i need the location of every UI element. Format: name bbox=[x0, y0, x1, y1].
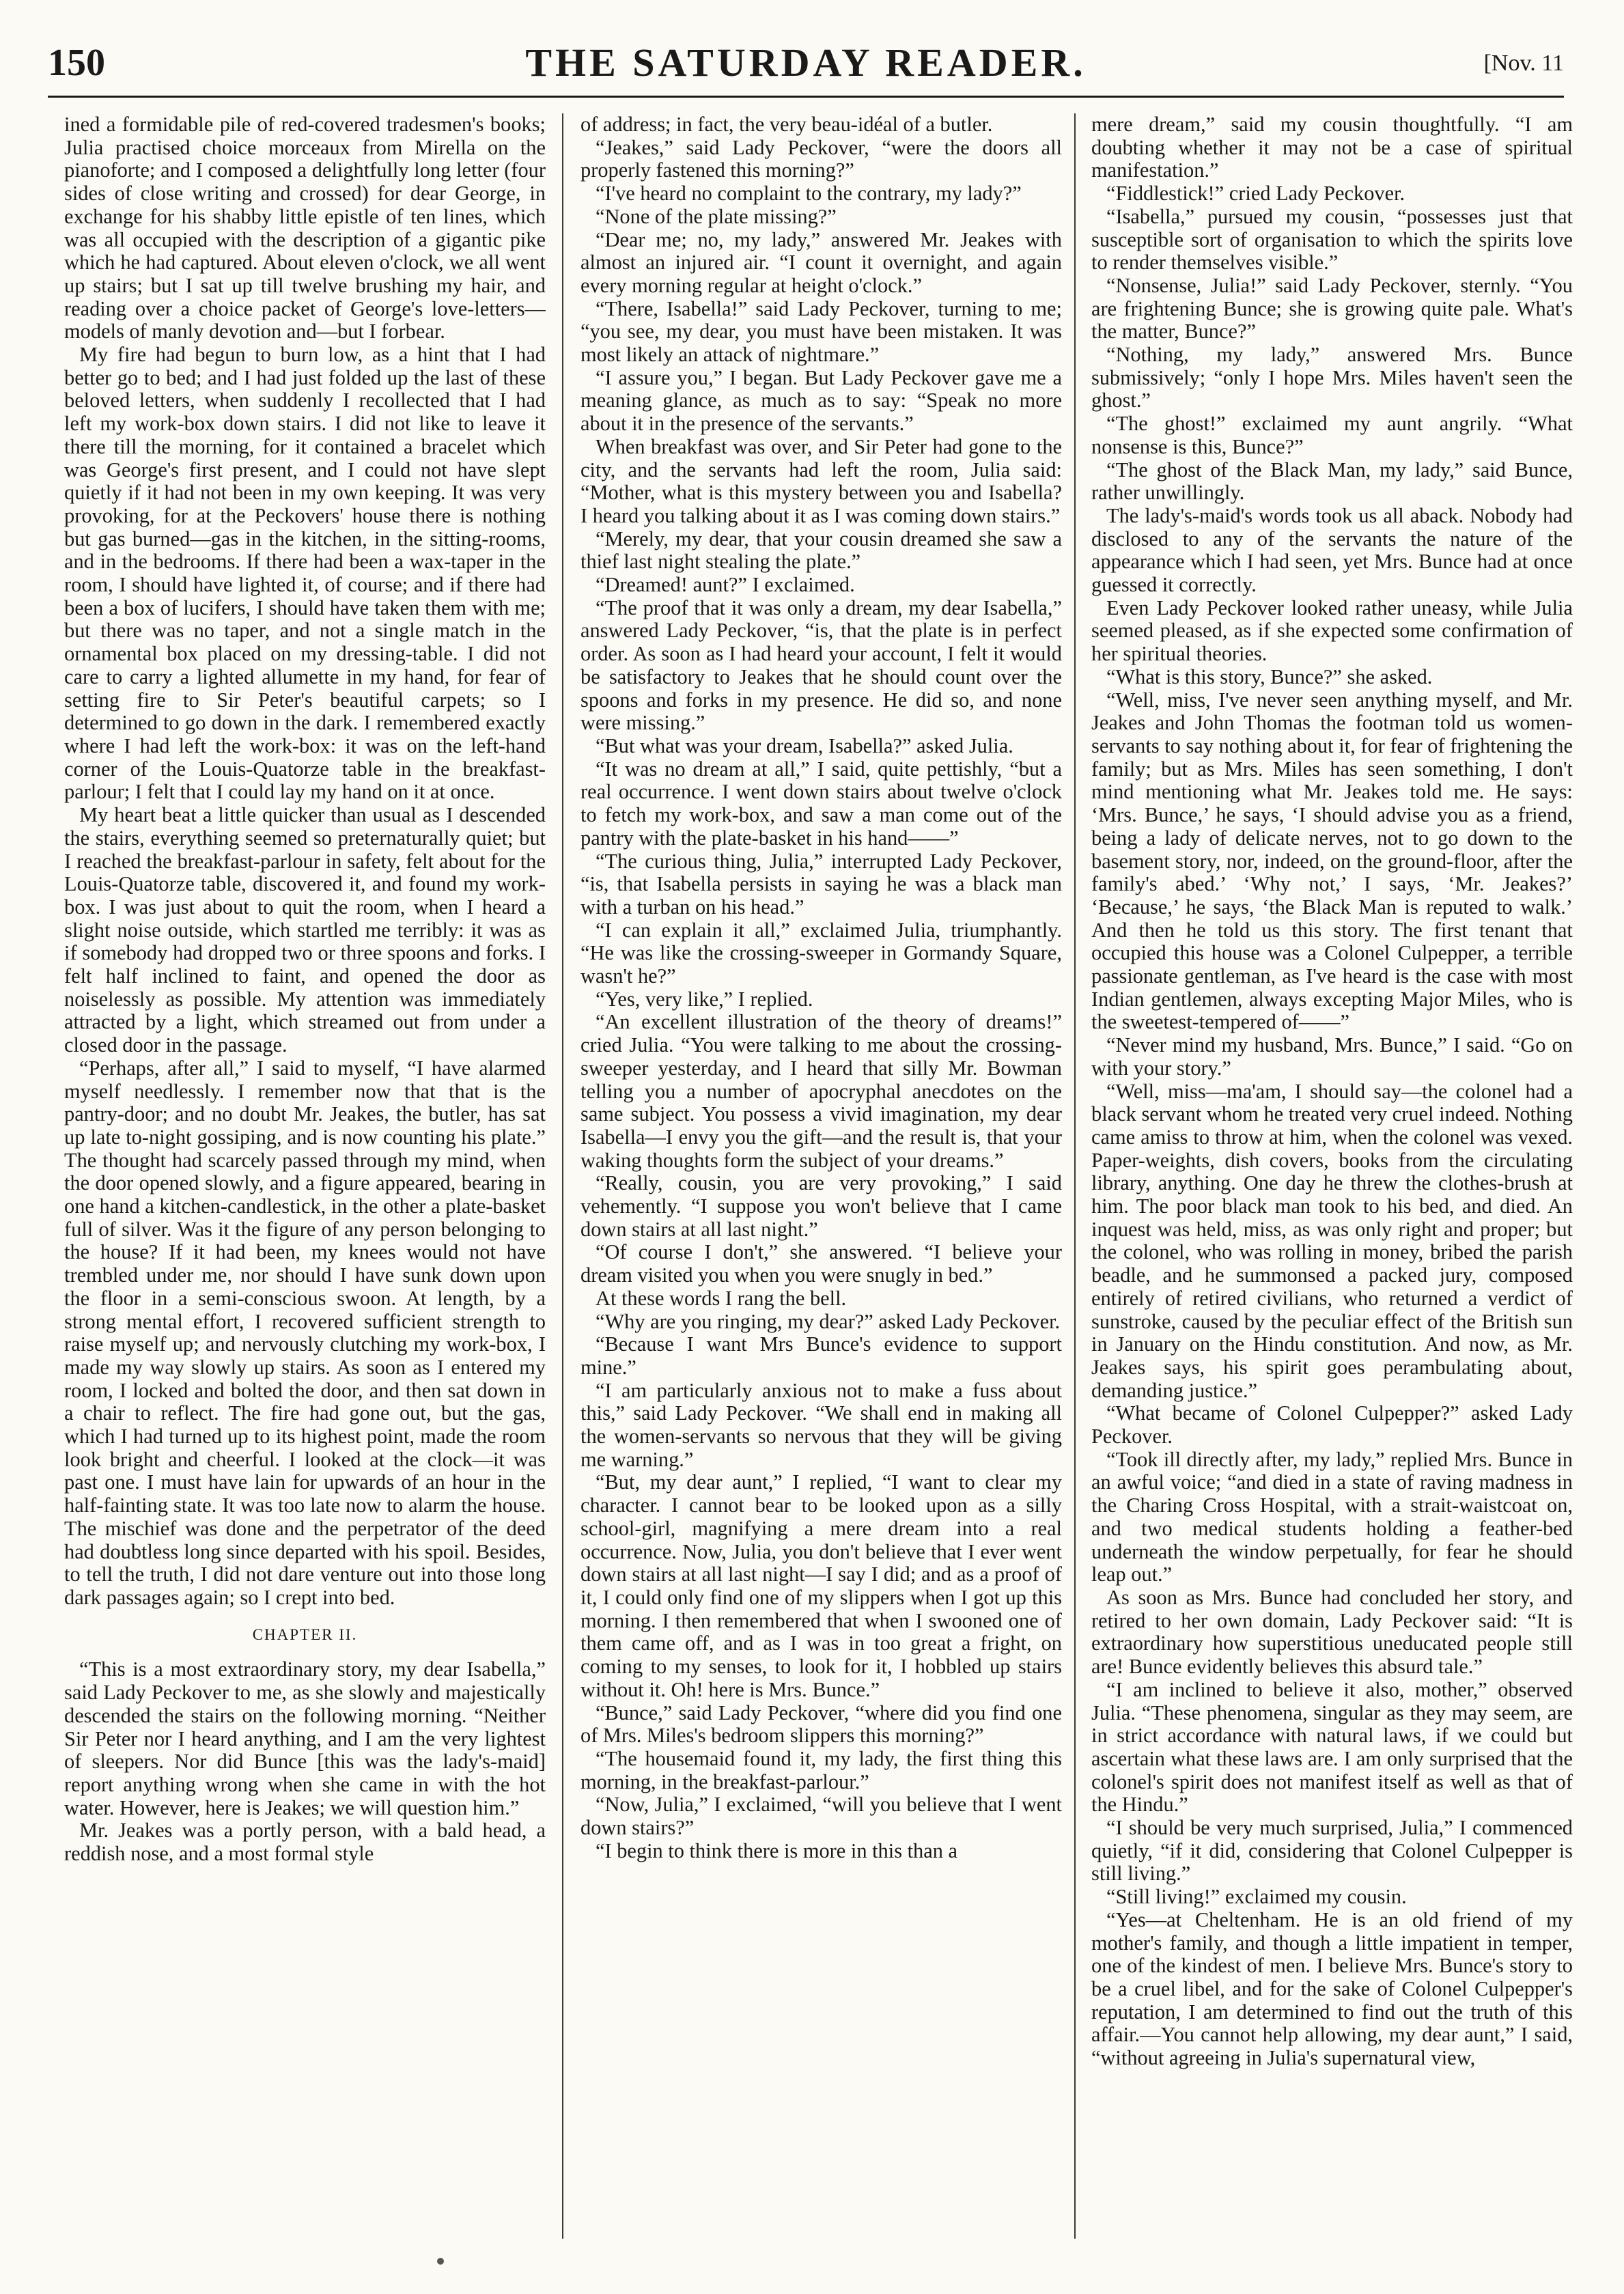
paragraph: “Really, cousin, you are very provoking,” I said vehemently. “I suppose you won't believe that I came down stairs at all last night.” bbox=[580, 1171, 1062, 1241]
paragraph: “Merely, my dear, that your cousin dreamed she saw a thief last night stealing the plate.” bbox=[580, 527, 1062, 574]
article-body bbox=[64, 113, 1573, 2244]
paragraph: Even Lady Peckover looked rather uneasy, while Julia seemed pleased, as if she expected some confirmation of her spiritual theories. bbox=[1091, 596, 1573, 666]
paragraph: The lady's-maid's words took us all aback. Nobody had disclosed to any of the servants the nature of the appearance which I had seen, yet Mrs. Bunce had at once guessed it correctly. bbox=[1091, 503, 1573, 597]
paragraph: “I've heard no complaint to the contrary, my lady?” bbox=[596, 182, 1022, 206]
paragraph: “I should be very much surprised, Julia,” I commenced quietly, “if it did, considering that Colonel Culpepper is still living.” bbox=[1091, 1816, 1573, 1886]
paragraph: “I can explain it all,” exclaimed Julia, triumphantly. “He was like the crossing-sweeper in Gormandy Square, wasn't he?” bbox=[580, 918, 1062, 988]
paragraph: “Still living!” exclaimed my cousin. bbox=[1106, 1885, 1407, 1909]
paragraph: “I begin to think there is more in this than a bbox=[596, 1838, 958, 1862]
paragraph: Mr. Jeakes was a portly person, with a bald head, a reddish nose, and a most formal style bbox=[64, 1819, 546, 1866]
paragraph: “But what was your dream, Isabella?” asked Julia. bbox=[596, 733, 1013, 757]
paragraph: “The housemaid found it, my lady, the first thing this morning, in the breakfast-parlour.” bbox=[580, 1746, 1062, 1793]
paragraph: “Fiddlestick!” cried Lady Peckover. bbox=[1106, 182, 1405, 206]
paragraph: “This is a most extraordinary story, my dear Isabella,” said Lady Peckover to me, as she slowly and majestically descended the stairs on the following morning. “Neither Sir Peter nor I heard anything, and I am the very lightest of sleepers. Nor did Bunce [this was the lady's-maid] report anything wrong when she came in with the hot water. However, here is Jeakes; we will question him.” bbox=[64, 1657, 546, 1819]
paragraph: “There, Isabella!” said Lady Peckover, turning to me; “you see, my dear, you must have been mistaken. It was most likely an attack of nightmare.” bbox=[580, 296, 1062, 367]
column-divider bbox=[562, 113, 563, 2239]
paragraph: “Isabella,” pursued my cousin, “possesses just that susceptible sort of organisation to which the spirits love to render themselves visible.” bbox=[1091, 204, 1573, 275]
page-header bbox=[48, 40, 1564, 98]
paragraph: “The proof that it was only a dream, my dear Isabella,” answered Lady Peckover, “is, that the plate is in perfect order. As soon as I had heard your account, I felt it would be satisfactory to Jeakes that he should count over the spoons and forks in my presence. He did so, and none were missing.” bbox=[580, 596, 1062, 735]
paragraph: “Now, Julia,” I exclaimed, “will you believe that I went down stairs?” bbox=[580, 1793, 1062, 1840]
paragraph: “Well, miss, I've never seen anything myself, and Mr. Jeakes and John Thomas the footman told us women-servants to say nothing about it, for fear of frightening the family; but as Mrs. Miles has seen something, I don't mind mentioning what Mr. Jeakes told me. He says: ‘Mrs. Bunce,’ he says, ‘I should advise you as a friend, being a lady of delicate nerves, not to go down to the basement story, nor, indeed, on the ground-floor, after the family's abed.’ ‘Why not,’ I says, ‘Mr. Jeakes?’ ‘Because,’ he says, ‘the Black Man is reputed to walk.’ And then he told us this story. The first tenant that occupied this house was a Colonel Culpepper, a terrible passionate gentleman, as I've heard is the case with most Indian gentlemen, always excepting Major Miles, who is the sweetest-tempered of——” bbox=[1091, 688, 1573, 1034]
column-divider bbox=[1074, 113, 1076, 2239]
paragraph: “Yes—at Cheltenham. He is an old friend of my mother's family, and though a little impatient in temper, one of the kindest of men. I believe Mrs. Bunce's story to be a cruel libel, and for the sake of Colonel Culpepper's reputation, I am determined to find out the truth of this affair.—You cannot help allowing, my dear aunt,” I said, “without agreeing in Julia's supernatural view, bbox=[1091, 1907, 1573, 2070]
issue-date: [Nov. 11 bbox=[1483, 51, 1564, 76]
paragraph: of address; in fact, the very beau-idéal of a butler. bbox=[580, 113, 993, 136]
text-column-1 bbox=[64, 113, 546, 2244]
paragraph: “The curious thing, Julia,” interrupted Lady Peckover, “is, that Isabella persists in saying he was a black man with a turban on his head.” bbox=[580, 849, 1062, 919]
paragraph: “The ghost of the Black Man, my lady,” said Bunce, rather unwillingly. bbox=[1091, 458, 1573, 505]
paragraph: “The ghost!” exclaimed my aunt angrily. “What nonsense is this, Bunce?” bbox=[1091, 412, 1573, 458]
paragraph: “Nonsense, Julia!” said Lady Peckover, sternly. “You are frightening Bunce; she is growing quite pale. What's the matter, Bunce?” bbox=[1091, 273, 1573, 344]
paragraph: “I am particularly anxious not to make a fuss about this,” said Lady Peckover. “We shall end in making all the women-servants so nervous that they will be giving me warning.” bbox=[580, 1378, 1062, 1471]
paragraph: “Never mind my husband, Mrs. Bunce,” I said. “Go on with your story.” bbox=[1091, 1033, 1573, 1080]
paragraph: When breakfast was over, and Sir Peter had gone to the city, and the servants had left the room, Julia said: “Mother, what is this mystery between you and Isabella? I heard you talking about it as I was coming down stairs.” bbox=[580, 434, 1062, 527]
chapter-heading: CHAPTER II. bbox=[252, 1625, 358, 1643]
paragraph: “Bunce,” said Lady Peckover, “where did you find one of Mrs. Miles's bedroom slippers this morning?” bbox=[580, 1701, 1062, 1748]
paragraph: mere dream,” said my cousin thoughtfully. “I am doubting whether it may not be a case of spiritual manifestation.” bbox=[1091, 113, 1573, 182]
paragraph: “I am inclined to believe it also, mother,” observed Julia. “These phenomena, singular as they may seem, are in strict accordance with natural laws, if we could but ascertain what these laws are. I am only surprised that the colonel's spirit does not manifest itself as well as that of the Hindu.” bbox=[1091, 1677, 1573, 1817]
print-mark bbox=[437, 2258, 444, 2265]
paragraph: “Yes, very like,” I replied. bbox=[596, 987, 813, 1011]
paragraph: “None of the plate missing?” bbox=[596, 204, 837, 228]
paragraph: “Took ill directly after, my lady,” replied Mrs. Bunce in an awful voice; “and died in a state of raving madness in the Charing Cross Hospital, with a strait-waistcoat on, and two medical students holding a feather-bed underneath the window perpetually, for fear he should leap out.” bbox=[1091, 1447, 1573, 1586]
paragraph: At these words I rang the bell. bbox=[596, 1286, 847, 1310]
paragraph: “What became of Colonel Culpepper?” asked Lady Peckover. bbox=[1091, 1401, 1573, 1449]
paragraph: “Why are you ringing, my dear?” asked Lady Peckover. bbox=[596, 1309, 1061, 1333]
publication-title: THE SATURDAY READER. bbox=[525, 40, 1087, 85]
paragraph: “Because I want Mrs Bunce's evidence to support mine.” bbox=[580, 1332, 1062, 1379]
paragraph: “Jeakes,” said Lady Peckover, “were the doors all properly fastened this morning?” bbox=[580, 135, 1062, 182]
paragraph: “It was no dream at all,” I said, quite pettishly, “but a real occurrence. I went down stairs about twelve o'clock to fetch my work-box, and saw a man come out of the pantry with the plate-basket in his hand——” bbox=[580, 757, 1062, 850]
paragraph: “Dreamed! aunt?” I exclaimed. bbox=[596, 573, 855, 597]
paragraph: “I assure you,” I began. But Lady Peckover gave me a meaning glance, as much as to say: “Speak no more about it in the presence of the servants.” bbox=[580, 365, 1062, 436]
text-column-3 bbox=[1091, 113, 1573, 2244]
paragraph: “Well, miss—ma'am, I should say—the colonel had a black servant whom he treated very cruel indeed. Nothing came amiss to throw at him, when the colonel was vexed. Paper-weights, dish covers, books from the circulating library, anything. One day he threw the clothes-brush at him. The poor black man took to his bed, and died. An inquest was held, miss, as was only right and proper; but the colonel, who was rolling in money, bribed the parish beadle, and he summonsed a packed jury, composed entirely of retired civilians, who returned a verdict of sunstroke, caused by the peculiar effect of the British sun in January on the Hindu constitution. And now, as Mr. Jeakes says, his spirit goes perambulating about, demanding justice.” bbox=[1091, 1079, 1573, 1402]
page-number: 150 bbox=[48, 42, 105, 84]
paragraph: “An excellent illustration of the theory of dreams!” cried Julia. “You were talking to me about the crossing-sweeper yesterday, and I heard that silly Mr. Bowman telling you a number of apocryphal anecdotes on the same subject. You possess a vivid imagination, my dear Isabella—I envy you the gift—and the result is, that your waking thoughts form the subject of your dreams.” bbox=[580, 1010, 1062, 1172]
paragraph: “Nothing, my lady,” answered Mrs. Bunce submissively; “only I hope Mrs. Miles haven't seen the ghost.” bbox=[1091, 343, 1573, 412]
paragraph: “Of course I don't,” she answered. “I believe your dream visited you when you were snugly in bed.” bbox=[580, 1240, 1062, 1287]
paragraph: My heart beat a little quicker than usual as I descended the stairs, everything seemed so preternaturally quiet; but I reached the breakfast-parlour in safety, felt about for the Louis-Quatorze table, discovered it, and found my work-box. I was just about to quit the room, when I heard a slight noise outside, which startled me terribly: it was as if somebody had dropped two or three spoons and forks. I felt half inclined to faint, and opened the door as noiselessly as possible. My attention was immediately attracted by a light, which streamed out from under a closed door in the passage. bbox=[64, 803, 546, 1057]
paragraph: “What is this story, Bunce?” she asked. bbox=[1106, 665, 1433, 688]
text-column-2 bbox=[580, 113, 1062, 2244]
paragraph: My fire had begun to burn low, as a hint that I had better go to bed; and I had just folded up the last of these beloved letters, when suddenly I recollected that I had left my work-box down stairs. I did not like to leave it there till the morning, for it contained a bracelet which was George's first present, and I could not have slept quietly if it had not been in my own keeping. It was very provoking, for at the Peckovers' house there is nothing but gas burned—gas in the kitchen, in the sitting-rooms, and in the bedrooms. If there had been a wax-taper in the room, I should have lighted it, of course; and if there had been a box of lucifers, I should have taken them with me; but there was no taper, and not a single match in the ornamental box placed on my dressing-table. I did not care to carry a lighted allumette in my hand, for fear of setting fire to Sir Peter's beautiful carpets; so I determined to go down in the dark. I remembered exactly where I had left the work-box: it was on the left-hand corner of the Louis-Quatorze table in the breakfast-parlour; I felt that I could lay my hand on it at once. bbox=[64, 343, 546, 804]
paragraph: ined a formidable pile of red-covered tradesmen's books; Julia practised choice morceaux from Mirella on the pianoforte; and I composed a delightfully long letter (four sides of close writing and crossed) for dear George, in exchange for his shabby little epistle of ten lines, which was all occupied with the description of a gigantic pike which he had captured. About eleven o'clock, we all went up stairs; but I sat up till twelve brushing my hair, and reading over a choice packet of George's love-letters—models of manly devotion and—but I forbear. bbox=[64, 113, 546, 344]
paragraph: “Dear me; no, my lady,” answered Mr. Jeakes with almost an injured air. “I count it overnight, and again every morning regular at height o'clock.” bbox=[580, 227, 1062, 297]
paragraph: As soon as Mrs. Bunce had concluded her story, and retired to her own domain, Lady Peckover said: “It is extraordinary how superstitious uneducated people still are! Bunce evidently believes this absurd tale.” bbox=[1091, 1586, 1573, 1679]
paragraph: “But, my dear aunt,” I replied, “I want to clear my character. I cannot bear to be looked upon as a silly school-girl, magnifying a mere dream into a real occurrence. Now, Julia, you don't believe that I ever went down stairs at all last night—I say I did; and as a proof of it, I could only find one of my slippers when I got up this morning. I then remembered that when I swooned one of them came off, and as I was in too great a fright, on coming to my senses, to look for it, I hobbled up stairs without it. Oh! here is Mrs. Bunce.” bbox=[580, 1470, 1062, 1701]
paragraph: “Perhaps, after all,” I said to myself, “I have alarmed myself needlessly. I remember now that that is the pantry-door; and no doubt Mr. Jeakes, the butler, has sat up late to-night gossiping, and is now counting his plate.” The thought had scarcely passed through my mind, when the door opened slowly, and a figure appeared, bearing in one hand a kitchen-candlestick, in the other a plate-basket full of silver. Was it the figure of any person belonging to the house? If it had been, my knees would not have trembled under me, nor should I have sunk down upon the floor in a semi-conscious swoon. At length, by a strong mental effort, I recovered sufficient strength to raise myself up; and nervously clutching my work-box, I made my way slowly up stairs. As soon as I entered my room, I locked and bolted the door, and then sat down in a chair to reflect. The fire had gone out, but the gas, which I had turned up to its highest point, made the room look bright and cheerful. I looked at the clock—it was past one. I must have lain for upwards of an hour in the half-fainting state. It was too late now to alarm the house. The mischief was done and the perpetrator of the deed had doubtless long since departed with his spoil. Besides, to tell the truth, I did not dare venture out into those long dark passages again; so I crept into bed. bbox=[64, 1056, 546, 1609]
